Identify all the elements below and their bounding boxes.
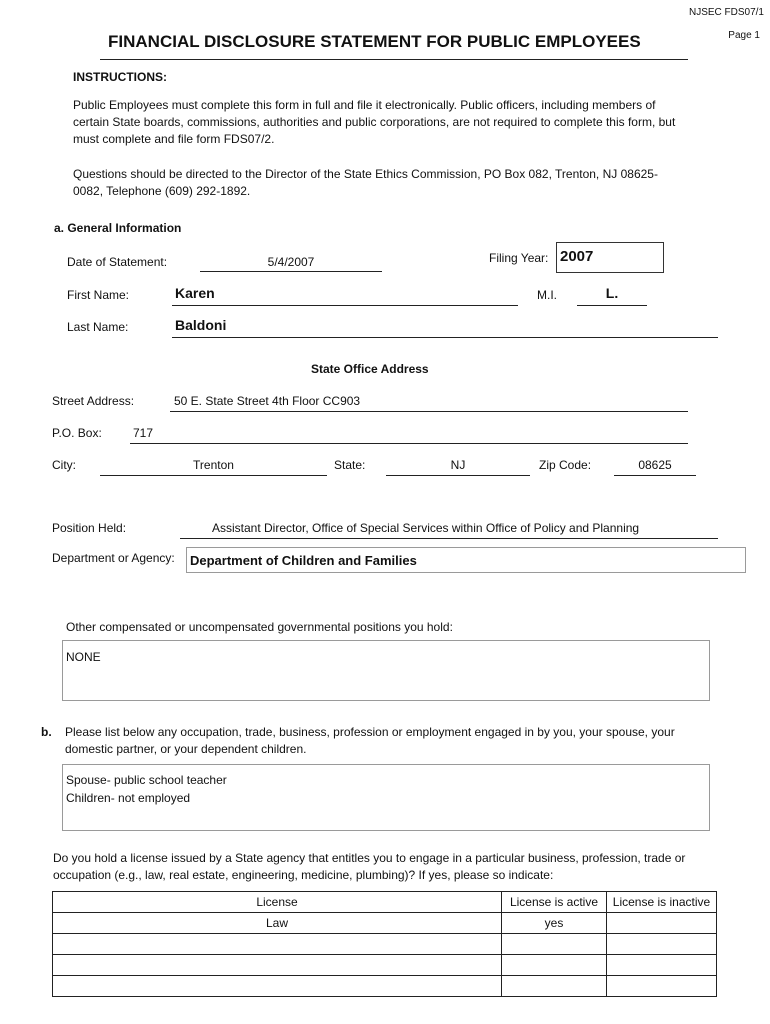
first-name-label: First Name: bbox=[67, 288, 130, 302]
last-name-field[interactable]: Baldoni bbox=[175, 317, 227, 333]
position-held-label: Position Held: bbox=[52, 521, 127, 535]
other-positions-value: NONE bbox=[66, 650, 101, 664]
address-heading: State Office Address bbox=[311, 362, 429, 376]
city-label: City: bbox=[52, 458, 76, 472]
license-header-inactive: License is inactive bbox=[607, 892, 717, 913]
department-label: Department or Agency: bbox=[52, 551, 175, 565]
street-address-field[interactable]: 50 E. State Street 4th Floor CC903 bbox=[174, 394, 361, 408]
other-positions-field[interactable] bbox=[62, 640, 710, 701]
zip-underline bbox=[614, 475, 696, 476]
section-b-question: Please list below any occupation, trade, business, profession or employment engaged in by you, your spouse, your domestic partner, or your dependent children. bbox=[65, 725, 675, 756]
date-underline bbox=[200, 271, 382, 272]
other-positions-label: Other compensated or uncompensated governmental positions you hold: bbox=[66, 620, 453, 634]
po-box-underline bbox=[130, 443, 688, 444]
zip-code-label: Zip Code: bbox=[539, 458, 592, 472]
po-box-field[interactable]: 717 bbox=[133, 426, 154, 440]
license-cell[interactable]: Law bbox=[53, 913, 502, 934]
filing-year-label: Filing Year: bbox=[489, 251, 549, 265]
table-row bbox=[53, 955, 717, 976]
department-value: Department of Children and Families bbox=[190, 553, 417, 568]
last-name-underline bbox=[172, 337, 718, 338]
position-held-field[interactable]: Assistant Director, Office of Special Services within Office of Policy and Planning bbox=[212, 521, 640, 535]
mi-underline bbox=[577, 305, 647, 306]
zip-code-field[interactable]: 08625 bbox=[638, 458, 672, 472]
mi-field[interactable]: L. bbox=[605, 285, 619, 301]
street-address-label: Street Address: bbox=[52, 394, 135, 408]
license-question: Do you hold a license issued by a State agency that entitles you to engage in a particular business, profession, trade or occupation (e.g., law, real estate, engineering, medicine, plumbing)? If yes, please so indicate: bbox=[53, 851, 686, 882]
table-row bbox=[53, 913, 717, 934]
license-inactive-cell[interactable] bbox=[607, 913, 717, 934]
last-name-label: Last Name: bbox=[67, 320, 129, 334]
instructions-heading: INSTRUCTIONS: bbox=[73, 70, 167, 84]
street-underline bbox=[170, 411, 688, 412]
license-inactive-cell[interactable] bbox=[607, 976, 717, 997]
filing-year-value: 2007 bbox=[560, 248, 594, 265]
license-inactive-cell[interactable] bbox=[607, 934, 717, 955]
page-number: Page 1 bbox=[728, 30, 760, 41]
city-field[interactable]: Trenton bbox=[193, 458, 234, 472]
state-underline bbox=[386, 475, 530, 476]
occupation-field[interactable] bbox=[62, 764, 710, 831]
occupation-line-2: Children- not employed bbox=[66, 791, 191, 805]
license-active-cell[interactable] bbox=[502, 934, 607, 955]
state-label: State: bbox=[334, 458, 366, 472]
license-active-cell[interactable] bbox=[502, 955, 607, 976]
first-name-underline bbox=[172, 305, 518, 306]
department-field[interactable] bbox=[186, 547, 746, 573]
license-header-row bbox=[53, 892, 717, 913]
license-header-license: License bbox=[53, 892, 502, 913]
first-name-field[interactable]: Karen bbox=[175, 285, 215, 301]
general-info-heading: a. General Information bbox=[54, 221, 182, 235]
instructions-paragraph-2: Questions should be directed to the Director of the State Ethics Commission, PO Box 082, Trenton, NJ 08625-0082, Telephone (609) 292-1892. bbox=[73, 167, 658, 198]
filing-year-field[interactable] bbox=[556, 242, 664, 273]
license-active-cell[interactable] bbox=[502, 976, 607, 997]
form-code: NJSEC FDS07/1 bbox=[688, 7, 764, 18]
po-box-label: P.O. Box: bbox=[52, 426, 102, 440]
page-title: FINANCIAL DISCLOSURE STATEMENT FOR PUBLIC EMPLOYEES bbox=[108, 32, 641, 51]
date-of-statement-label: Date of Statement: bbox=[67, 255, 168, 269]
section-b-marker: b. bbox=[41, 725, 52, 739]
mi-label: M.I. bbox=[537, 288, 557, 302]
position-underline bbox=[180, 538, 718, 539]
table-row bbox=[53, 934, 717, 955]
license-active-cell[interactable]: yes bbox=[502, 913, 607, 934]
state-field[interactable]: NJ bbox=[450, 458, 466, 472]
table-row bbox=[53, 976, 717, 997]
city-underline bbox=[100, 475, 327, 476]
license-cell[interactable] bbox=[53, 955, 502, 976]
occupation-line-1: Spouse- public school teacher bbox=[66, 773, 227, 787]
license-header-active: License is active bbox=[502, 892, 607, 913]
license-cell[interactable] bbox=[53, 976, 502, 997]
instructions-paragraph-1: Public Employees must complete this form in full and file it electronically. Public officers, including members of certain State boards, commissions, authorities and public corporations, are not required to complete this form, but must complete and file form FDS07/2. bbox=[73, 98, 676, 146]
license-table bbox=[52, 891, 717, 997]
license-cell[interactable] bbox=[53, 934, 502, 955]
date-of-statement-field[interactable]: 5/4/2007 bbox=[267, 255, 315, 269]
license-inactive-cell[interactable] bbox=[607, 955, 717, 976]
title-rule bbox=[100, 59, 688, 60]
